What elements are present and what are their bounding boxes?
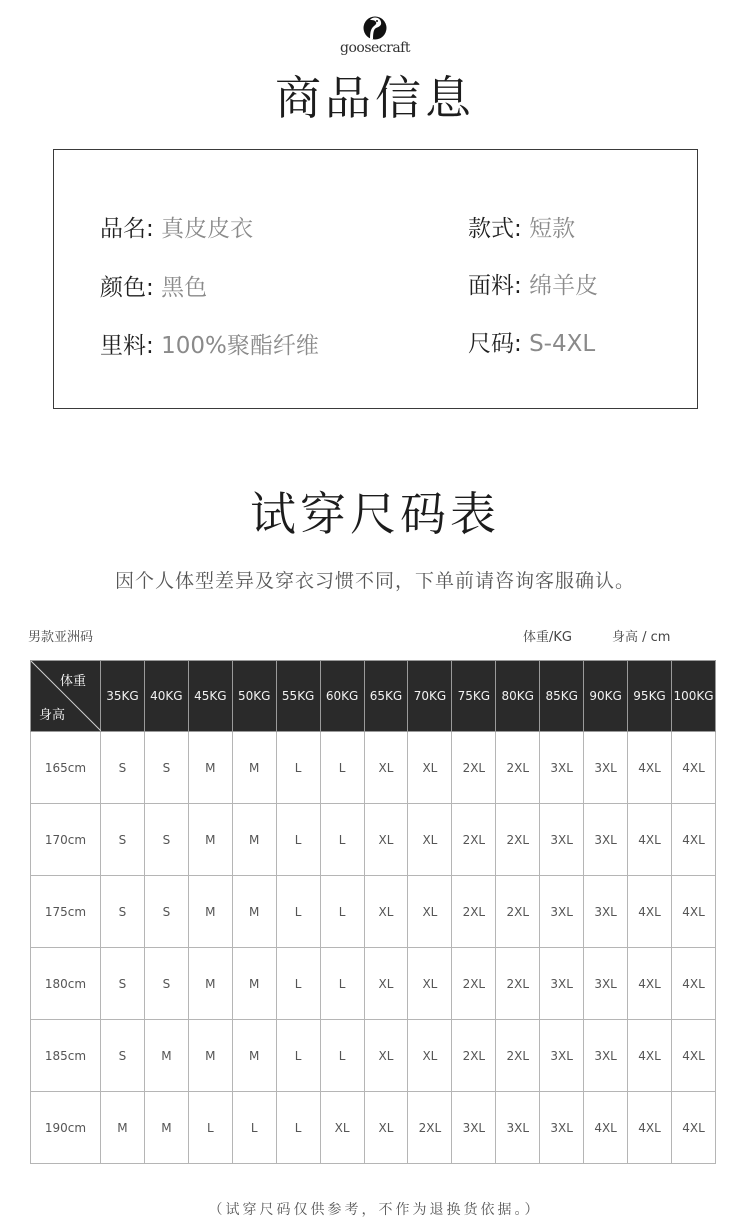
size-cell: M	[232, 948, 276, 1020]
size-cell: 2XL	[452, 804, 496, 876]
table-caption-region: 男款亚洲码	[28, 630, 94, 645]
height-cell: 190cm	[31, 1092, 101, 1164]
size-cell: M	[144, 1092, 188, 1164]
size-cell: 4XL	[628, 876, 672, 948]
corner-weight-label: 体重	[59, 674, 86, 689]
size-cell: M	[188, 876, 232, 948]
size-cell: 4XL	[628, 948, 672, 1020]
size-cell: S	[101, 876, 145, 948]
size-cell: 3XL	[540, 948, 584, 1020]
weight-header: 65KG	[364, 661, 408, 732]
size-cell: M	[144, 1020, 188, 1092]
size-cell: L	[320, 1020, 364, 1092]
size-cell: 2XL	[452, 732, 496, 804]
weight-header: 90KG	[584, 661, 628, 732]
size-cell: L	[276, 948, 320, 1020]
size-cell: M	[232, 732, 276, 804]
table-row	[31, 948, 716, 1020]
size-cell: 4XL	[628, 732, 672, 804]
table-row	[31, 876, 716, 948]
height-cell: 175cm	[31, 876, 101, 948]
size-cell: XL	[408, 1020, 452, 1092]
size-cell: L	[320, 732, 364, 804]
product-info-box	[53, 149, 698, 409]
size-cell: S	[144, 732, 188, 804]
size-cell: S	[144, 876, 188, 948]
size-cell: L	[276, 1020, 320, 1092]
size-cell: XL	[364, 732, 408, 804]
height-cell: 165cm	[31, 732, 101, 804]
size-cell: 4XL	[671, 1092, 715, 1164]
size-cell: 4XL	[628, 1092, 672, 1164]
size-cell: 4XL	[584, 1092, 628, 1164]
weight-header: 100KG	[671, 661, 715, 732]
size-cell: 3XL	[452, 1092, 496, 1164]
table-caption-height-unit: 身高 / cm	[612, 630, 671, 645]
weight-header: 85KG	[540, 661, 584, 732]
size-cell: S	[101, 804, 145, 876]
info-value: S-4XL	[529, 331, 596, 357]
size-chart-subtitle: 因个人体型差异及穿衣习惯不同，下单前请咨询客服确认。	[114, 570, 635, 592]
info-item-lining	[100, 327, 319, 360]
size-cell: XL	[364, 876, 408, 948]
size-cell: XL	[408, 948, 452, 1020]
size-cell: 2XL	[452, 948, 496, 1020]
size-cell: XL	[364, 948, 408, 1020]
size-cell: 4XL	[671, 804, 715, 876]
size-cell: XL	[364, 1092, 408, 1164]
info-item-name	[100, 210, 253, 243]
info-key: 款式:	[468, 216, 522, 242]
size-cell: 4XL	[671, 876, 715, 948]
size-cell: XL	[408, 804, 452, 876]
height-cell: 185cm	[31, 1020, 101, 1092]
size-cell: S	[144, 804, 188, 876]
size-cell: 3XL	[540, 876, 584, 948]
size-cell: 4XL	[671, 732, 715, 804]
info-value: 绵羊皮	[529, 273, 599, 299]
size-cell: M	[232, 1020, 276, 1092]
size-cell: M	[232, 804, 276, 876]
size-cell: 3XL	[584, 948, 628, 1020]
table-row	[31, 1020, 716, 1092]
weight-header: 95KG	[628, 661, 672, 732]
info-key: 品名:	[100, 216, 154, 242]
size-cell: 3XL	[540, 1092, 584, 1164]
size-chart-footnote: （试穿尺码仅供参考，不作为退换货依据。）	[208, 1202, 542, 1218]
size-cell: L	[232, 1092, 276, 1164]
weight-header: 80KG	[496, 661, 540, 732]
size-cell: L	[276, 876, 320, 948]
size-cell: M	[188, 804, 232, 876]
size-cell: M	[188, 1020, 232, 1092]
table-caption-weight-unit: 体重/KG	[523, 630, 572, 645]
size-cell: L	[188, 1092, 232, 1164]
weight-header: 35KG	[101, 661, 145, 732]
corner-height-label: 身高	[39, 708, 66, 723]
info-item-color	[100, 269, 207, 302]
table-row	[31, 804, 716, 876]
height-cell: 180cm	[31, 948, 101, 1020]
size-cell: 2XL	[496, 732, 540, 804]
size-cell: XL	[320, 1092, 364, 1164]
size-cell: L	[320, 948, 364, 1020]
size-cell: 2XL	[496, 804, 540, 876]
size-cell: XL	[364, 804, 408, 876]
size-cell: M	[188, 732, 232, 804]
table-header-row	[31, 661, 716, 732]
size-table	[30, 660, 716, 1164]
size-cell: L	[276, 804, 320, 876]
size-cell: S	[101, 1020, 145, 1092]
info-item-size	[468, 325, 595, 358]
weight-header: 60KG	[320, 661, 364, 732]
size-cell: XL	[364, 1020, 408, 1092]
size-cell: S	[144, 948, 188, 1020]
corner-cell	[31, 661, 101, 732]
size-cell: 4XL	[671, 1020, 715, 1092]
table-body	[31, 732, 716, 1164]
weight-header: 70KG	[408, 661, 452, 732]
weight-header: 40KG	[144, 661, 188, 732]
brand-logo	[0, 14, 750, 56]
table-row	[31, 1092, 716, 1164]
size-cell: S	[101, 948, 145, 1020]
size-cell: M	[232, 876, 276, 948]
size-cell: 2XL	[408, 1092, 452, 1164]
size-cell: 4XL	[671, 948, 715, 1020]
weight-header: 55KG	[276, 661, 320, 732]
size-cell: 2XL	[496, 1020, 540, 1092]
weight-header: 50KG	[232, 661, 276, 732]
size-cell: L	[276, 732, 320, 804]
size-cell: 3XL	[584, 1020, 628, 1092]
size-cell: 3XL	[496, 1092, 540, 1164]
size-cell: L	[320, 804, 364, 876]
weight-header: 45KG	[188, 661, 232, 732]
size-cell: XL	[408, 732, 452, 804]
size-cell: 3XL	[540, 732, 584, 804]
size-cell: 2XL	[452, 876, 496, 948]
size-cell: 3XL	[584, 804, 628, 876]
info-value: 真皮皮衣	[161, 216, 254, 242]
size-cell: 2XL	[496, 876, 540, 948]
size-cell: 3XL	[540, 1020, 584, 1092]
info-value: 黑色	[161, 275, 208, 301]
weight-header: 75KG	[452, 661, 496, 732]
info-key: 里料:	[100, 333, 154, 359]
info-item-fabric	[468, 267, 598, 300]
size-cell: XL	[408, 876, 452, 948]
size-chart-title: 试穿尺码表	[250, 487, 500, 541]
info-value: 100%聚酯纤维	[161, 333, 319, 359]
info-key: 颜色:	[100, 275, 154, 301]
size-cell: 4XL	[628, 1020, 672, 1092]
table-row	[31, 732, 716, 804]
goose-head-icon	[361, 14, 389, 40]
size-cell: 3XL	[540, 804, 584, 876]
size-cell: M	[188, 948, 232, 1020]
size-cell: 4XL	[628, 804, 672, 876]
product-info-title: 商品信息	[275, 71, 475, 125]
size-cell: S	[101, 732, 145, 804]
info-value: 短款	[529, 216, 576, 242]
info-key: 面料:	[468, 273, 522, 299]
brand-name: goosecraft	[340, 40, 410, 56]
info-key: 尺码:	[468, 331, 522, 357]
size-cell: L	[320, 876, 364, 948]
info-item-style	[468, 210, 575, 243]
size-cell: L	[276, 1092, 320, 1164]
height-cell: 170cm	[31, 804, 101, 876]
size-cell: 3XL	[584, 732, 628, 804]
size-cell: M	[101, 1092, 145, 1164]
size-cell: 3XL	[584, 876, 628, 948]
size-cell: 2XL	[496, 948, 540, 1020]
size-cell: 2XL	[452, 1020, 496, 1092]
